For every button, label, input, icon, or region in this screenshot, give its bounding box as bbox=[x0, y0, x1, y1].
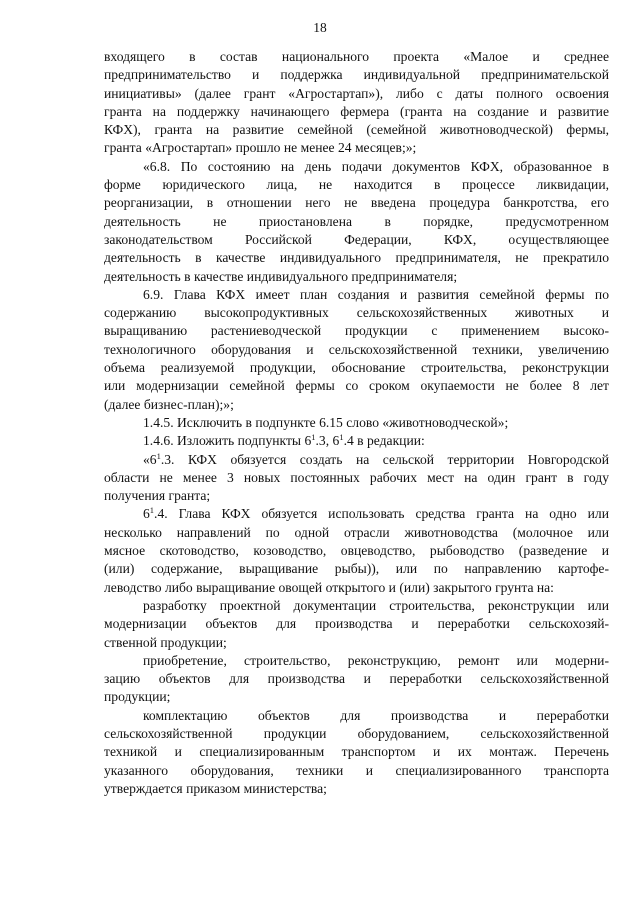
text-line: выращиванию растениеводческой продукции с применением высоко- bbox=[104, 323, 609, 339]
text-line: технологичного оборудования и сельскохозяйственной техники, увеличению bbox=[104, 341, 609, 357]
paragraph bbox=[104, 432, 609, 450]
text-run: .4. Глава КФХ обязуется использовать средства гранта на одно или bbox=[154, 506, 609, 522]
text-line: утверждается приказом министерства; bbox=[104, 780, 327, 796]
text-line: сельскохозяйственной продукции оборудованием, сельскохозяйственной bbox=[104, 725, 609, 741]
text-run: .3. КФХ обязуется создать на сельской территории Новгородской bbox=[160, 451, 609, 467]
text-line: (или) содержание, выращивание рыбы)), или по направлению картофе- bbox=[104, 561, 609, 577]
document-body bbox=[104, 48, 609, 798]
paragraph bbox=[104, 451, 609, 506]
text-line: зацию объектов для производства и переработки сельскохозяйственной bbox=[104, 671, 609, 687]
paragraph bbox=[104, 414, 609, 432]
paragraph bbox=[104, 597, 609, 652]
text-line bbox=[104, 505, 609, 523]
text-line: гранта «Агростартап» прошло не менее 24 месяцев;»; bbox=[104, 140, 417, 156]
text-line: 1.4.5. Исключить в подпункте 6.15 слово «животноводческой»; bbox=[143, 414, 509, 430]
text-line: объема реализуемой продукции, обоснование строительства, реконструкции bbox=[104, 360, 609, 376]
text-line: модернизации объектов для производства и переработки сельскохозяй- bbox=[104, 616, 609, 632]
superscript: 1 bbox=[311, 432, 316, 443]
text-line: (далее бизнес-план);»; bbox=[104, 396, 234, 412]
text-line bbox=[104, 432, 609, 450]
text-line: деятельность в качестве индивидуального предпринимателя; bbox=[104, 268, 458, 284]
text-line: приобретение, строительство, реконструкцию, ремонт или модерни- bbox=[143, 652, 609, 668]
text-line: леводство либо выращивание овощей открытого и (или) закрытого грунта на: bbox=[104, 579, 554, 595]
text-line: мясное скотоводство, козоводство, овцеводство, рыбоводство (разведение и bbox=[104, 543, 609, 559]
paragraph bbox=[104, 652, 609, 707]
superscript: 1 bbox=[149, 505, 155, 516]
text-line: деятельность не приостановлена в порядке, предусмотренном bbox=[104, 213, 609, 229]
text-line: реорганизации, в отношении него не введена процедура банкротства, его bbox=[104, 195, 609, 211]
text-line: или модернизации семейной фермы со сроком окупаемости не более 8 лет bbox=[104, 378, 609, 394]
text-line: комплектацию объектов для производства и переработки bbox=[143, 707, 609, 723]
text-line: разработку проектной документации строительства, реконструкции или bbox=[143, 597, 609, 613]
text-run: 1.4.6. Изложить подпункты 6 bbox=[143, 433, 312, 449]
paragraph bbox=[104, 707, 609, 798]
text-line: продукции; bbox=[104, 689, 171, 705]
text-line: входящего в состав национального проекта «Малое и среднее bbox=[104, 49, 609, 64]
text-line: гранта на поддержку начинающего фермера (гранта на создание и развитие bbox=[104, 103, 609, 119]
paragraph bbox=[104, 48, 609, 158]
text-line: области не менее 3 новых постоянных рабочих мест на один грант в году bbox=[104, 469, 609, 485]
text-line: инициативы» (далее грант «Агростартап»), либо с даты полного освоения bbox=[104, 85, 609, 101]
text-run: «6 bbox=[143, 451, 157, 467]
text-line: «6.8. По состоянию на день подачи документов КФХ, образованное в bbox=[143, 158, 609, 174]
text-line: КФХ), гранта на развитие семейной (семейной животноводческой) фермы, bbox=[104, 122, 609, 138]
text-line: несколько направлений по одной отрасли животноводства (молочное или bbox=[104, 524, 609, 540]
text-line: получения гранта; bbox=[104, 488, 211, 504]
text-line: содержанию высокопродуктивных сельскохозяйственных животных и bbox=[104, 305, 609, 321]
text-run: .3, 6 bbox=[315, 433, 340, 449]
text-run: .4 в редакции: bbox=[343, 433, 425, 449]
page-number: 18 bbox=[313, 20, 327, 35]
paragraph bbox=[104, 158, 609, 286]
paragraph bbox=[104, 505, 609, 596]
text-line: ственной продукции; bbox=[104, 634, 227, 650]
text-line: указанного оборудования, техники и специализированного транспорта bbox=[104, 762, 609, 778]
superscript: 1 bbox=[156, 450, 161, 461]
text-line: 6.9. Глава КФХ имеет план создания и развития семейной фермы по bbox=[143, 286, 609, 302]
text-line: форме юридического лица, не находится в процессе ликвидации, bbox=[104, 177, 609, 193]
text-line: предпринимательство и поддержка индивидуальной предпринимательской bbox=[104, 67, 609, 83]
text-run: 6 bbox=[143, 506, 150, 522]
text-line bbox=[104, 451, 609, 469]
superscript: 1 bbox=[339, 432, 344, 443]
text-line: деятельность в качестве индивидуального предпринимателя, не прекратило bbox=[104, 250, 609, 266]
paragraph bbox=[104, 286, 609, 414]
text-line: техникой и специализированным транспортом и их монтаж. Перечень bbox=[104, 744, 609, 760]
text-line: законодательством Российской Федерации, КФХ, осуществляющее bbox=[104, 231, 609, 247]
